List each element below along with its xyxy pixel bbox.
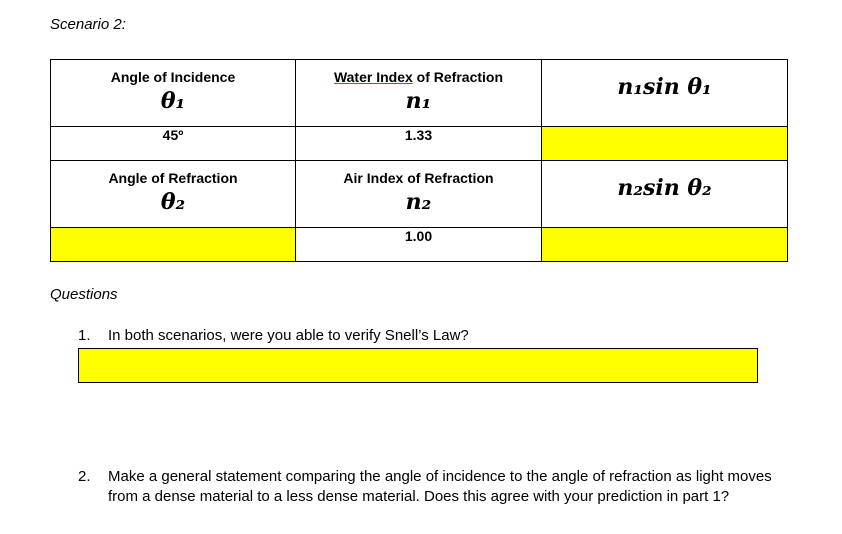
question-1-text: In both scenarios, were you able to verify Snell’s Law? bbox=[108, 327, 469, 344]
water-index-header-cell bbox=[296, 60, 542, 127]
water-index-value: 1.33 bbox=[296, 127, 542, 161]
table-header-row-1 bbox=[51, 60, 788, 127]
product-1-header-cell bbox=[542, 60, 788, 127]
n-2-symbol: n₂ bbox=[405, 189, 432, 215]
question-1-answer-box[interactable] bbox=[78, 348, 758, 383]
water-index-label bbox=[296, 60, 541, 85]
question-1-number: 1. bbox=[78, 327, 91, 344]
water-index-underlined-text: Water Index bbox=[333, 69, 413, 85]
product-2-answer-cell[interactable] bbox=[542, 228, 788, 262]
angle-refraction-label: Angle of Refraction bbox=[108, 170, 238, 186]
table-value-row-1 bbox=[51, 127, 788, 161]
air-index-header-cell bbox=[296, 161, 542, 228]
theta-1-symbol: θ₁ bbox=[160, 88, 186, 114]
table-value-row-2 bbox=[51, 228, 788, 262]
theta-2-symbol: θ₂ bbox=[160, 189, 186, 215]
angle-incidence-value: 45º bbox=[51, 127, 296, 161]
scenario-title: Scenario 2: bbox=[50, 16, 126, 33]
n1-sin-theta1-expression: n₁sin θ₁ bbox=[617, 74, 712, 100]
question-2-text: Make a general statement comparing the angle of incidence to the angle of refraction as light moves from a dense material to a less dense material. Does this agree with your prediction in part 1? bbox=[108, 468, 772, 505]
n2-sin-theta2-expression: n₂sin θ₂ bbox=[617, 175, 712, 201]
angle-refraction-header-cell bbox=[51, 161, 296, 228]
water-index-rest-text: of Refraction bbox=[412, 69, 504, 85]
air-index-value: 1.00 bbox=[296, 228, 542, 262]
angle-refraction-answer-cell[interactable] bbox=[51, 228, 296, 262]
question-2-number: 2. bbox=[78, 468, 91, 485]
questions-title: Questions bbox=[50, 286, 118, 303]
product-1-answer-cell[interactable] bbox=[542, 127, 788, 161]
n-1-symbol: n₁ bbox=[405, 88, 432, 114]
angle-incidence-header-cell bbox=[51, 60, 296, 127]
air-index-label: Air Index of Refraction bbox=[343, 170, 494, 186]
product-2-header-cell bbox=[542, 161, 788, 228]
table-header-row-2 bbox=[51, 161, 788, 228]
angle-incidence-label: Angle of Incidence bbox=[110, 69, 236, 85]
snell-law-table bbox=[50, 59, 788, 262]
